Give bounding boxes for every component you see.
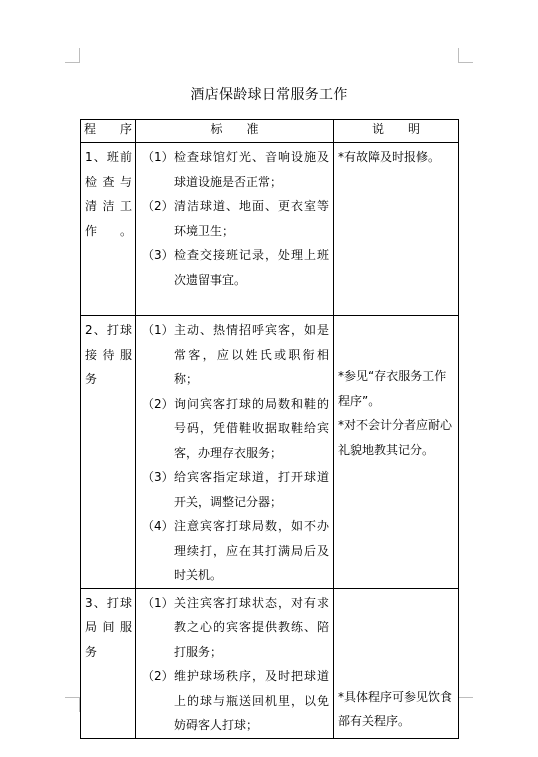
program-cell [81,316,136,589]
step-number: （3） [142,470,174,484]
step-text: 关注宾客打球状态，对有求教之心的宾客提供教练、陪打服务； [174,595,329,659]
step-text: 主动、热情招呼宾客，如是常客，应以姓氏或职衔相称； [174,323,329,386]
step-item [142,664,329,738]
step-number: （4） [142,519,174,533]
step-item [142,145,329,194]
note-cell [334,143,459,316]
step-number: （3） [142,248,174,262]
step-item [142,392,329,466]
step-text: 检查球馆灯光、音响设施及球道设施是否正常； [174,150,329,189]
program-cell [81,143,136,316]
program-cell [81,588,136,738]
step-text: 检查交接班记录，处理上班次遗留事宜。 [174,248,329,287]
crop-mark-bottom-right [458,697,473,712]
step-text: 注意宾客打球局数，如不办理续打，应在其打满局后及时关机。 [174,519,329,582]
table-header-row [81,120,459,143]
step-item [142,465,329,514]
step-item [142,194,329,243]
note-text: *参见“存衣服务工作程序”。 [338,369,447,408]
step-text: 给宾客指定球道，打开球道开关，调整记分器； [174,470,329,509]
step-number: （1） [142,150,174,164]
note-text: *有故障及时报修。 [338,150,441,164]
header-standard: 标 准 [136,120,334,143]
crop-mark-top-right [458,48,473,63]
note-cell [334,588,459,738]
note-text: *对不会计分者应耐心礼貌地教其记分。 [338,418,453,457]
standard-cell [136,588,334,738]
step-item [142,514,329,588]
step-text: 清洁球道、地面、更衣室等环境卫生； [174,199,329,238]
header-program: 程 序 [81,120,136,143]
note-text: *具体程序可参见饮食部有关程序。 [338,689,453,728]
crop-mark-bottom-left [65,697,80,712]
crop-mark-top-left [65,48,80,63]
note-cell [334,316,459,589]
step-number: （2） [142,199,174,213]
step-item [142,318,329,392]
standard-cell [136,143,334,316]
service-procedure-table [80,119,459,739]
table-row [81,143,459,316]
step-text: 维护球场秩序，及时把球道上的球与瓶送回机里，以免妨碍客人打球； [174,669,329,732]
step-number: （1） [142,595,174,610]
step-number: （1） [142,323,174,337]
step-item [142,243,329,292]
step-number: （2） [142,669,174,683]
program-text: 1、班前检查与清洁工作。 [85,150,132,238]
table-row [81,316,459,589]
program-text: 2、打球接待服务 [85,323,132,386]
step-number: （2） [142,396,174,411]
step-text: 询问宾客打球的局数和鞋的号码，凭借鞋收据取鞋给宾客，办理存衣服务； [174,396,329,460]
table-row [81,588,459,738]
document-title: 酒店保龄球日常服务工作 [190,87,348,103]
step-item [142,591,329,665]
program-text: 3、打球局间服务 [85,595,132,659]
header-note: 说 明 [334,120,459,143]
standard-cell [136,316,334,589]
